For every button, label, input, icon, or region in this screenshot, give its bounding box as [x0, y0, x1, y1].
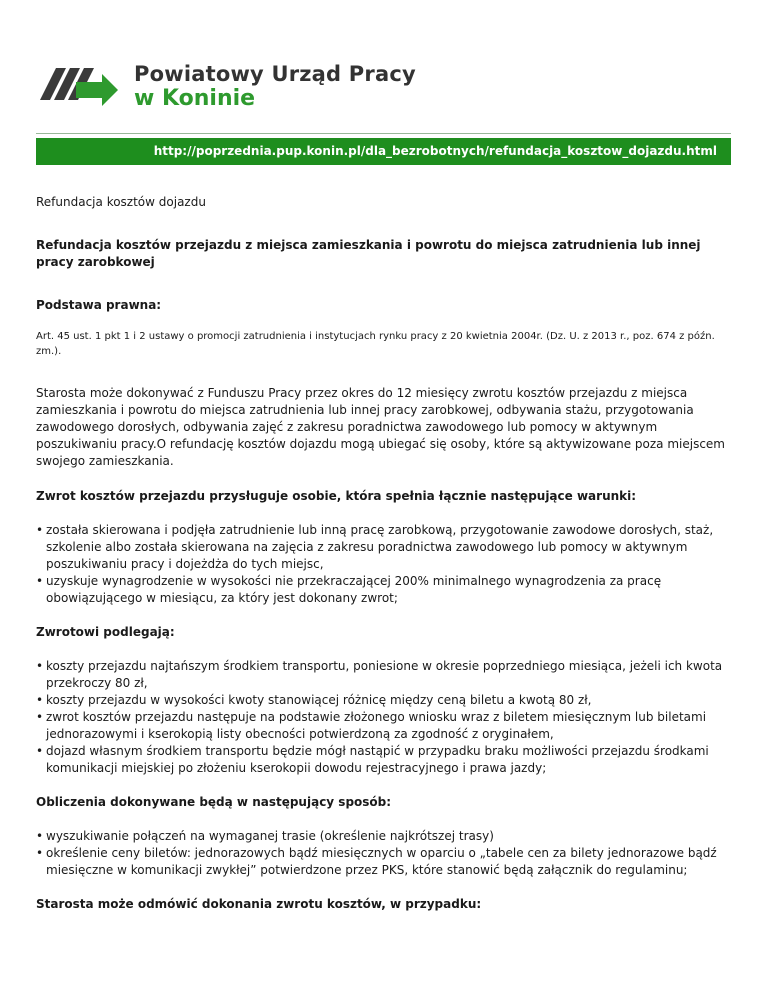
- org-city: w Koninie: [134, 86, 256, 111]
- org-title: Powiatowy Urząd Pracy: [134, 62, 416, 86]
- refund-title: Zwrotowi podlegają:: [36, 625, 175, 639]
- conditions-title: Zwrot kosztów przejazdu przysługuje osobie, która spełnia łącznie następujące warunki:: [36, 489, 637, 503]
- header: [36, 56, 736, 116]
- legal-basis-title: Podstawa prawna:: [36, 298, 162, 312]
- page-heading: Refundacja kosztów dojazdu: [36, 195, 206, 209]
- document-body: [36, 194, 736, 913]
- list-item: • dojazd własnym środkiem transportu będzie mógł nastąpić w przypadku braku możliwości przejazdu środkami komunikacji miejskiej po złożeniu kserokopii dowodu rejestracyjnego i prawa jazdy;: [36, 743, 736, 777]
- list-item: • koszty przejazdu w wysokości kwoty stanowiącej różnicę między ceną biletu a kwotą 80 zł,: [36, 692, 736, 709]
- intro-paragraph: Starosta może dokonywać z Funduszu Pracy przez okres do 12 miesięcy zwrotu kosztów przejazdu z miejsca zamieszkania i powrotu do miejsca zatrudnienia lub innej pracy zarobkowej, odbywania stażu, przygotowania zawodowego dorosłych, odbywania zajęć z zakresu poradnictwa zawodowego lub pomocy w aktywnym poszukiwaniu pracy.O refundację kosztów dojazdu mogą ubiegać się osoby, które są aktywizowane poza miejscem swojego zamieszkania.: [36, 386, 725, 468]
- list-item: • została skierowana i podjęła zatrudnienie lub inną pracę zarobkową, przygotowanie zawodowe dorosłych, staż, szkolenie albo została skierowana na zajęcia z zakresu poradnictwa zawodowego lub pomocy w aktywnym poszukiwaniu pracy i dojeżdża do tych miejsc,: [36, 522, 736, 573]
- main-title: Refundacja kosztów przejazdu z miejsca zamieszkania i powrotu do miejsca zatrudnienia lub innej pracy zarobkowej: [36, 238, 701, 269]
- list-item: • zwrot kosztów przejazdu następuje na podstawie złożonego wniosku wraz z biletem miesięcznym lub biletami jednorazowymi i kserokopią listy obecności potwierdzoną za zgodność z oryginałem,: [36, 709, 736, 743]
- conditions-list: [36, 522, 736, 607]
- list-item: • koszty przejazdu najtańszym środkiem transportu, poniesione w okresie poprzedniego miesiąca, jeżeli ich kwota przekroczy 80 zł,: [36, 658, 736, 692]
- url-bar[interactable]: http://poprzednia.pup.konin.pl/dla_bezrobotnych/refundacja_kosztow_dojazdu.html: [36, 138, 731, 165]
- list-item: • wyszukiwanie połączeń na wymaganej trasie (określenie najkrótszej trasy): [36, 828, 736, 845]
- calc-title: Obliczenia dokonywane będą w następujący sposób:: [36, 795, 392, 809]
- calc-list: [36, 828, 736, 879]
- legal-basis-text: Art. 45 ust. 1 pkt 1 i 2 ustawy o promocji zatrudnienia i instytucjach rynku pracy z 20 kwietnia 2004r. (Dz. U. z 2013 r., poz. 674 z późn. zm.).: [36, 331, 715, 357]
- refund-list: [36, 658, 736, 777]
- refusal-title: Starosta może odmówić dokonania zwrotu kosztów, w przypadku:: [36, 897, 482, 911]
- pup-arrow-logo-icon: [36, 60, 120, 108]
- list-item: • uzyskuje wynagrodzenie w wysokości nie przekraczającej 200% minimalnego wynagrodzenia za pracę obowiązującego w miesiącu, za który jest dokonany zwrot;: [36, 573, 736, 607]
- header-divider: [36, 133, 731, 134]
- list-item: • określenie ceny biletów: jednorazowych bądź miesięcznych w oparciu o „tabele cen za bilety jednorazowe bądź miesięczne w komunikacji zwykłej” potwierdzone przez PKS, które stanowić będą załącznik do regulaminu;: [36, 845, 736, 879]
